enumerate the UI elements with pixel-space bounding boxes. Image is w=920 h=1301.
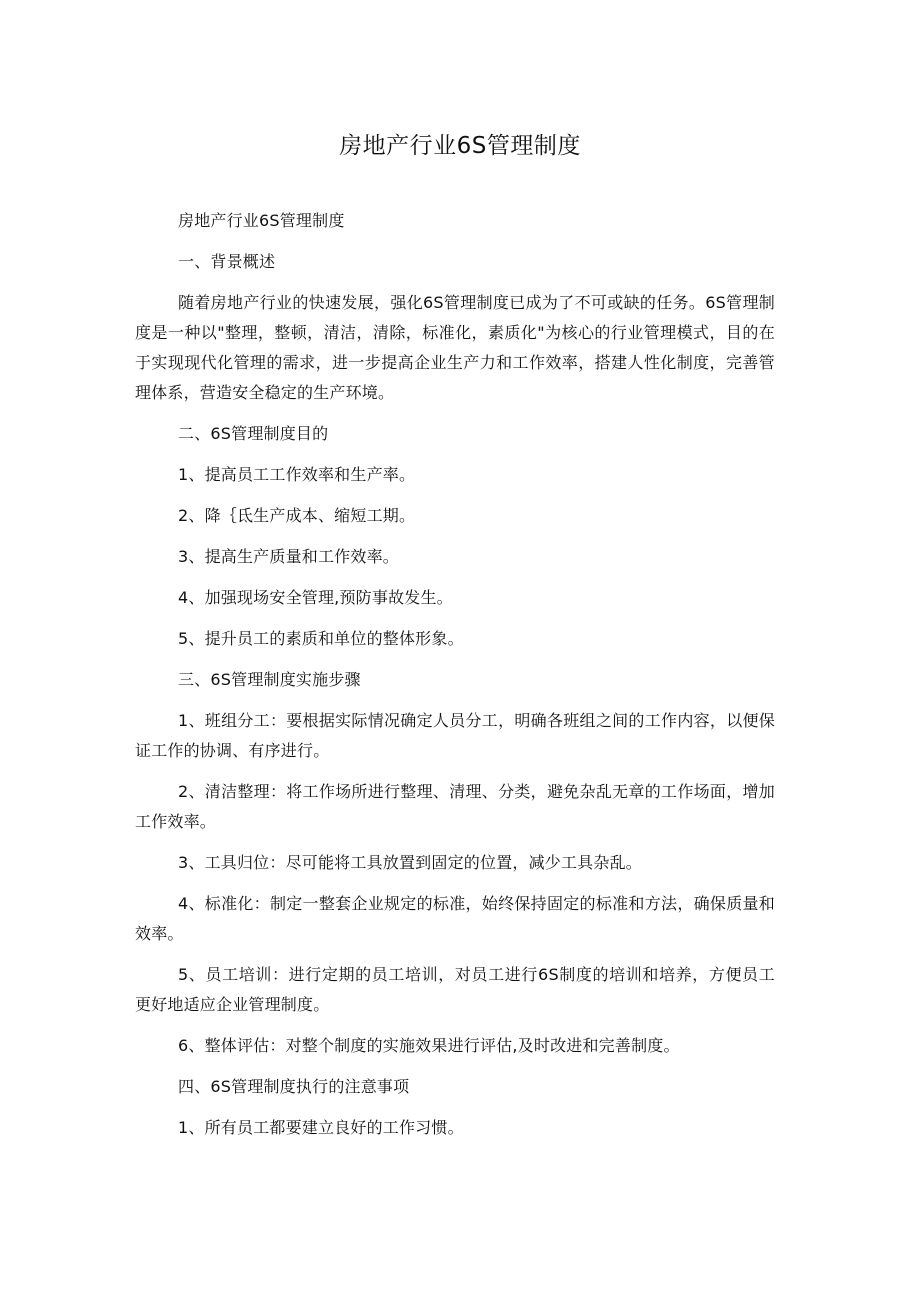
step-item-1: 1、班组分工：要根据实际情况确定人员分工，明确各班组之间的工作内容，以便保证工作的协调、有序进行。 — [135, 711, 775, 760]
purpose-item-3: 3、提高生产质量和工作效率。 — [178, 547, 399, 566]
section-heading-purpose: 二、6S管理制度目的 — [178, 424, 329, 443]
step-item-4: 4、标准化：制定一整套企业规定的标准，始终保持固定的标准和方法，确保质量和效率。 — [135, 894, 775, 943]
background-paragraph: 随着房地产行业的快速发展，强化6S管理制度已成为了不可或缺的任务。6S管理制度是一种以"整理，整顿，清洁，清除，标准化，素质化"为核心的行业管理模式，目的在于实现现代化管理的需求，进一步提高企业生产力和工作效率，搭建人性化制度，完善管理体系，营造安全稳定的生产环境。 — [135, 293, 775, 402]
section-heading-notes: 四、6S管理制度执行的注意事项 — [178, 1077, 410, 1096]
document-body — [135, 206, 775, 1154]
step-item-2: 2、清洁整理：将工作场所进行整理、清理、分类，避免杂乱无章的工作场面，增加工作效率。 — [135, 782, 775, 831]
purpose-item-5: 5、提升员工的素质和单位的整体形象。 — [178, 629, 464, 648]
section-heading-steps: 三、6S管理制度实施步骤 — [178, 670, 361, 689]
step-item-6: 6、整体评估：对整个制度的实施效果进行评估,及时改进和完善制度。 — [178, 1036, 680, 1055]
section-heading-background: 一、背景概述 — [178, 252, 276, 271]
document-title: 房地产行业6S管理制度 — [339, 133, 581, 159]
step-item-3: 3、工具归位：尽可能将工具放置到固定的位置，减少工具杂乱。 — [178, 853, 642, 872]
note-item-1: 1、所有员工都要建立良好的工作习惯。 — [178, 1118, 464, 1137]
subtitle-paragraph: 房地产行业6S管理制度 — [178, 211, 345, 230]
step-item-5: 5、员工培训：进行定期的员工培训，对员工进行6S制度的培训和培养，方便员工更好地适应企业管理制度。 — [135, 965, 775, 1014]
purpose-item-2: 2、降｛氐生产成本、缩短工期。 — [178, 506, 416, 525]
purpose-item-1: 1、提高员工工作效率和生产率。 — [178, 465, 416, 484]
purpose-item-4: 4、加强现场安全管理,预防事故发生。 — [178, 588, 453, 607]
